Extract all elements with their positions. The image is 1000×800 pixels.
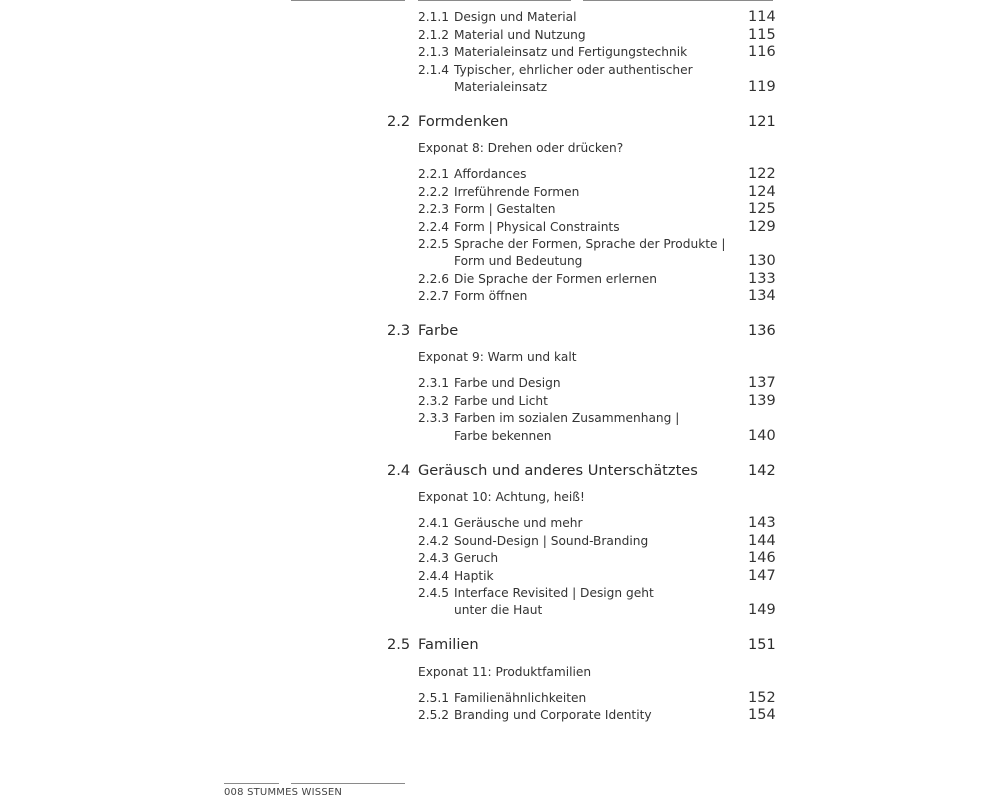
toc-entry-page: 140: [748, 428, 776, 444]
toc-entry-title-cont: Form und Bedeutung: [454, 254, 583, 268]
toc-entry[interactable]: [0, 584, 1000, 602]
toc-entry[interactable]: [0, 26, 1000, 44]
footer-running-title: 008 STUMMES WISSEN: [224, 787, 343, 798]
toc-entry-page: 137: [748, 375, 776, 391]
toc-entry-number: 2.4.1: [418, 516, 450, 530]
toc-entry-number: 2.2.7: [418, 289, 450, 303]
toc-entry[interactable]: [0, 43, 1000, 61]
toc-entry-title: Typischer, ehrlicher oder authentischer: [454, 63, 693, 77]
toc-entry[interactable]: [0, 689, 1000, 707]
toc-entry-title: Die Sprache der Formen erlernen: [454, 272, 657, 286]
toc-entry-number: 2.2.6: [418, 272, 450, 286]
toc-entry-title: Irreführende Formen: [454, 185, 580, 199]
toc-entry-number: 2.2.4: [418, 220, 450, 234]
toc-entry-number: 2.4.3: [418, 551, 450, 565]
toc-entry-page: 114: [748, 9, 776, 25]
toc-entry-page: 144: [748, 533, 776, 549]
toc-entry-number: 2.2.5: [418, 237, 450, 251]
top-rule-left: [291, 0, 405, 1]
toc-entry[interactable]: [0, 409, 1000, 427]
toc-entry-page: 119: [748, 79, 776, 95]
toc-section-heading[interactable]: [0, 460, 1000, 482]
toc-entry-page: 129: [748, 219, 776, 235]
toc-entry[interactable]: [0, 287, 1000, 305]
toc-entry-number: 2.1.4: [418, 63, 450, 77]
section-page: 136: [748, 323, 776, 339]
toc-entry-title-cont: unter die Haut: [454, 603, 543, 617]
toc-entry-number: 2.4.4: [418, 569, 450, 583]
toc-entry-number: 2.3.3: [418, 411, 450, 425]
top-rule-right: [583, 0, 773, 1]
section-number: 2.5: [387, 636, 411, 653]
toc-entry-title: Familienähnlichkeiten: [454, 691, 587, 705]
toc-entry[interactable]: [0, 270, 1000, 288]
toc-entry-continuation[interactable]: [0, 427, 1000, 445]
toc-entry-number: 2.3.2: [418, 394, 450, 408]
toc-entry-title: Form | Physical Constraints: [454, 220, 620, 234]
toc-entry-number: 2.1.2: [418, 28, 450, 42]
toc-entry-title-cont: Farbe bekennen: [454, 429, 552, 443]
toc-entry-page: 124: [748, 184, 776, 200]
toc-entry-page: 133: [748, 271, 776, 287]
toc-entry[interactable]: [0, 514, 1000, 532]
toc-entry-number: 2.4.5: [418, 586, 450, 600]
toc-entry-continuation[interactable]: [0, 601, 1000, 619]
toc-entry-page: 116: [748, 44, 776, 60]
toc-entry-number: 2.2.1: [418, 167, 450, 181]
toc-entry-page: 134: [748, 288, 776, 304]
toc-entry-title: Geruch: [454, 551, 499, 565]
toc-entry-title: Geräusche und mehr: [454, 516, 583, 530]
toc-entry[interactable]: [0, 567, 1000, 585]
toc-entry-title: Materialeinsatz und Fertigungstechnik: [454, 45, 688, 59]
toc-entry[interactable]: [0, 218, 1000, 236]
toc-entry-page: 154: [748, 707, 776, 723]
toc-entry[interactable]: [0, 165, 1000, 183]
toc-entry-page: 147: [748, 568, 776, 584]
toc-entry-number: 2.2.2: [418, 185, 450, 199]
toc-entry[interactable]: [0, 549, 1000, 567]
toc-entry-number: 2.3.1: [418, 376, 450, 390]
toc-entry[interactable]: [0, 374, 1000, 392]
toc-entry-page: 149: [748, 602, 776, 618]
footer-rule-right: [291, 783, 405, 784]
toc-entry-title: Farben im sozialen Zusammenhang |: [454, 411, 680, 425]
toc-entry-title: Sprache der Formen, Sprache der Produkte |: [454, 237, 726, 251]
toc-entry-page: 115: [748, 27, 776, 43]
toc-entry[interactable]: [0, 61, 1000, 79]
exponat-entry[interactable]: Exponat 11: Produktfamilien: [418, 665, 592, 679]
toc-entry[interactable]: [0, 392, 1000, 410]
toc-entry[interactable]: [0, 200, 1000, 218]
toc-entry-continuation[interactable]: [0, 78, 1000, 96]
section-number: 2.2: [387, 113, 411, 130]
section-title: Formdenken: [418, 113, 509, 130]
toc-entry-page: 130: [748, 253, 776, 269]
toc-entry-title-cont: Materialeinsatz: [454, 80, 548, 94]
toc-entry-title: Sound-Design | Sound-Branding: [454, 534, 649, 548]
toc-entry-title: Form | Gestalten: [454, 202, 556, 216]
toc-entry[interactable]: [0, 183, 1000, 201]
toc-entry-title: Haptik: [454, 569, 494, 583]
toc-entry-number: 2.1.1: [418, 10, 450, 24]
footer-rule-left: [224, 783, 279, 784]
section-number: 2.4: [387, 462, 411, 479]
toc-entry[interactable]: [0, 532, 1000, 550]
toc-entry[interactable]: [0, 235, 1000, 253]
toc-entry[interactable]: [0, 8, 1000, 26]
toc-entry-number: 2.5.1: [418, 691, 450, 705]
toc-entry-title: Design und Material: [454, 10, 577, 24]
toc-entry-number: 2.2.3: [418, 202, 450, 216]
section-title: Farbe: [418, 322, 459, 339]
toc-entry-page: 122: [748, 166, 776, 182]
toc-entry-number: 2.5.2: [418, 708, 450, 722]
toc-entry-title: Form öffnen: [454, 289, 528, 303]
toc-entry-title: Affordances: [454, 167, 527, 181]
section-page: 151: [748, 637, 776, 653]
toc-section-heading[interactable]: [0, 320, 1000, 342]
toc-entry-title: Farbe und Design: [454, 376, 561, 390]
section-number: 2.3: [387, 322, 411, 339]
toc-entry-title: Branding und Corporate Identity: [454, 708, 652, 722]
section-page: 142: [748, 463, 776, 479]
toc-entry-continuation[interactable]: [0, 252, 1000, 270]
exponat-entry[interactable]: Exponat 9: Warm und kalt: [418, 350, 577, 364]
toc-entry[interactable]: [0, 706, 1000, 724]
toc-entry-title: Farbe und Licht: [454, 394, 548, 408]
section-page: 121: [748, 114, 776, 130]
toc-entry-title: Material und Nutzung: [454, 28, 586, 42]
top-rule-middle: [418, 0, 571, 1]
toc-section-heading[interactable]: [0, 634, 1000, 656]
toc-entry-title: Interface Revisited | Design geht: [454, 586, 654, 600]
toc-entry-number: 2.1.3: [418, 45, 450, 59]
toc-section-heading[interactable]: [0, 111, 1000, 133]
exponat-entry[interactable]: Exponat 10: Achtung, heiß!: [418, 490, 585, 504]
toc-entry-page: 146: [748, 550, 776, 566]
section-title: Familien: [418, 636, 479, 653]
toc-entry-page: 125: [748, 201, 776, 217]
section-title: Geräusch und anderes Unterschätztes: [418, 462, 698, 479]
toc-entry-page: 152: [748, 690, 776, 706]
toc-entry-page: 139: [748, 393, 776, 409]
toc-entry-page: 143: [748, 515, 776, 531]
toc-entry-number: 2.4.2: [418, 534, 450, 548]
exponat-entry[interactable]: Exponat 8: Drehen oder drücken?: [418, 141, 624, 155]
